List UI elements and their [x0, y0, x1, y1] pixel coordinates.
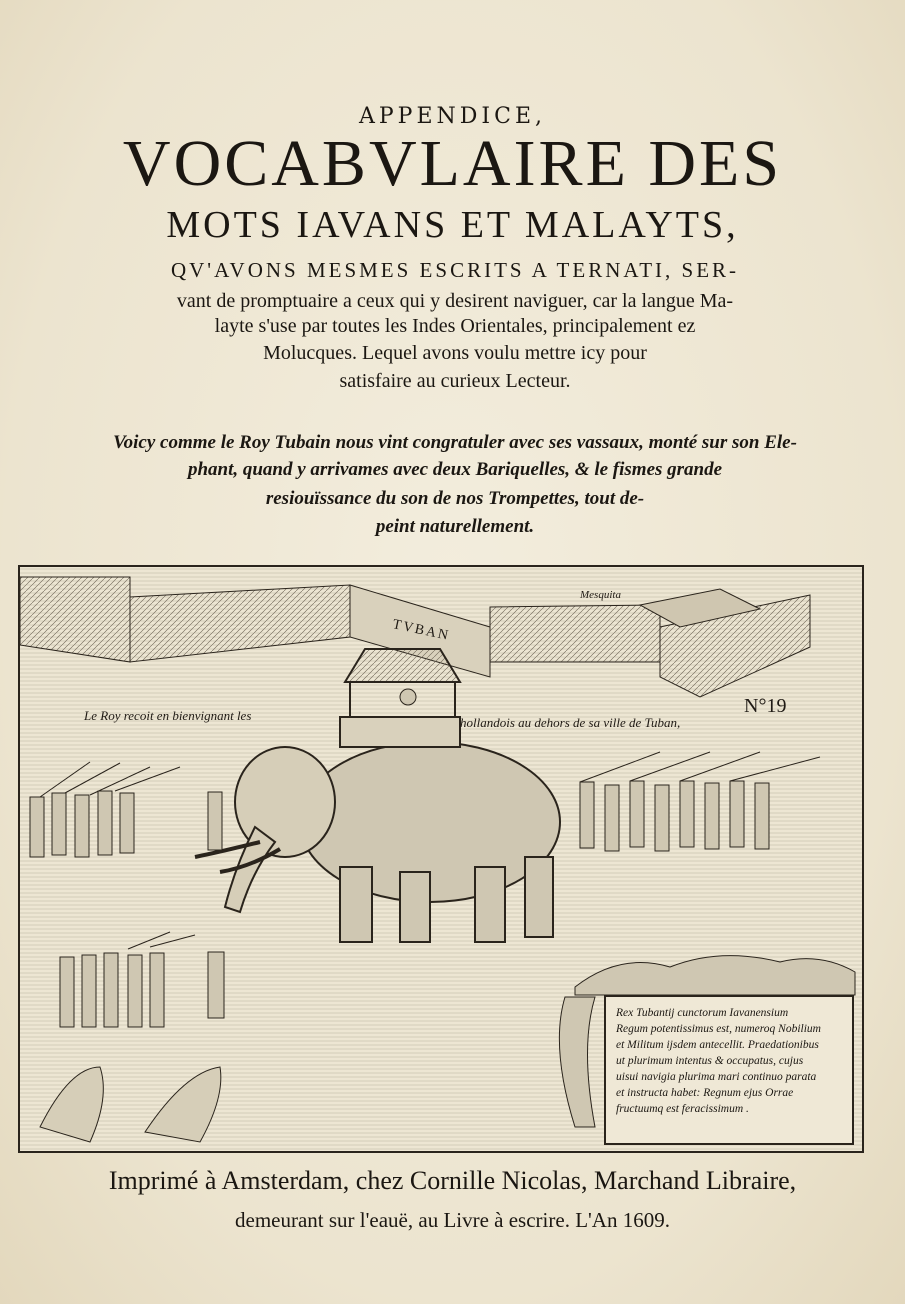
intro-line: vant de promptuaire a ceux qui y desirent naviguer, car la langue Ma-	[176, 290, 734, 312]
imprint-line: demeurant sur l'eauë, au Livre à escrire. L'An 1609.	[235, 1208, 670, 1232]
cartouche-line: et instructa habet: Regnum ejus Orrae	[616, 1087, 794, 1099]
latin-cartouche	[604, 995, 854, 1145]
label-tuban: TVBAN	[391, 617, 452, 644]
label-caption-right: hollandois au dehors de sa ville de Tuban,	[460, 715, 681, 730]
intro-line: satisfaire au curieux Lecteur.	[339, 370, 571, 392]
intro-line: Molucques. Lequel avons voulu mettre icy pour	[263, 342, 647, 364]
caption-line: phant, quand y arrivames avec deux Bariquelles, & le fismes grande	[187, 459, 723, 480]
cartouche-line: Regum potentissimus est, numeroq Nobilium	[616, 1023, 821, 1035]
cartouche-line: Rex Tubantij cunctorum Iavanensium	[616, 1007, 789, 1019]
cartouche-line: et Militum ijsdem antecellit. Praedationibus	[616, 1039, 819, 1051]
intro-caps-line: QV'AVONS MESMES ESCRITS A TERNATI, SER-	[170, 258, 740, 282]
label-caption-left: Le Roy recoit en bienvignant les	[84, 708, 252, 723]
page-subtitle: MOTS IAVANS ET MALAYTS,	[166, 204, 739, 246]
caption-line: resiouïssance du son de nos Trompettes, tout de-	[265, 488, 645, 509]
label-mesquita: Mesquita	[580, 589, 621, 601]
intro-line: layte s'use par toutes les Indes Orientales, principalement ez	[214, 315, 696, 337]
cartouche-line: ut plurimum intentus & occupatus, cujus	[616, 1055, 804, 1067]
imprint-line: Imprimé à Amsterdam, chez Cornille Nicolas, Marchand Libraire,	[108, 1166, 797, 1195]
cartouche-line: uisui navigia plurima mari continuo parata	[616, 1071, 817, 1083]
caption-line: peint naturellement.	[375, 516, 535, 537]
page-title: VOCABVLAIRE DES	[122, 127, 783, 200]
plate-number: N°19	[744, 695, 787, 717]
engraving-illustration	[18, 565, 864, 1153]
kicker-heading: APPENDICE,	[358, 104, 547, 129]
caption-line: Voicy comme le Roy Tubain nous vint congratuler avec ses vassaux, monté sur son Ele-	[113, 432, 797, 453]
cartouche-line: fructuumq est feracissimum .	[616, 1103, 749, 1115]
